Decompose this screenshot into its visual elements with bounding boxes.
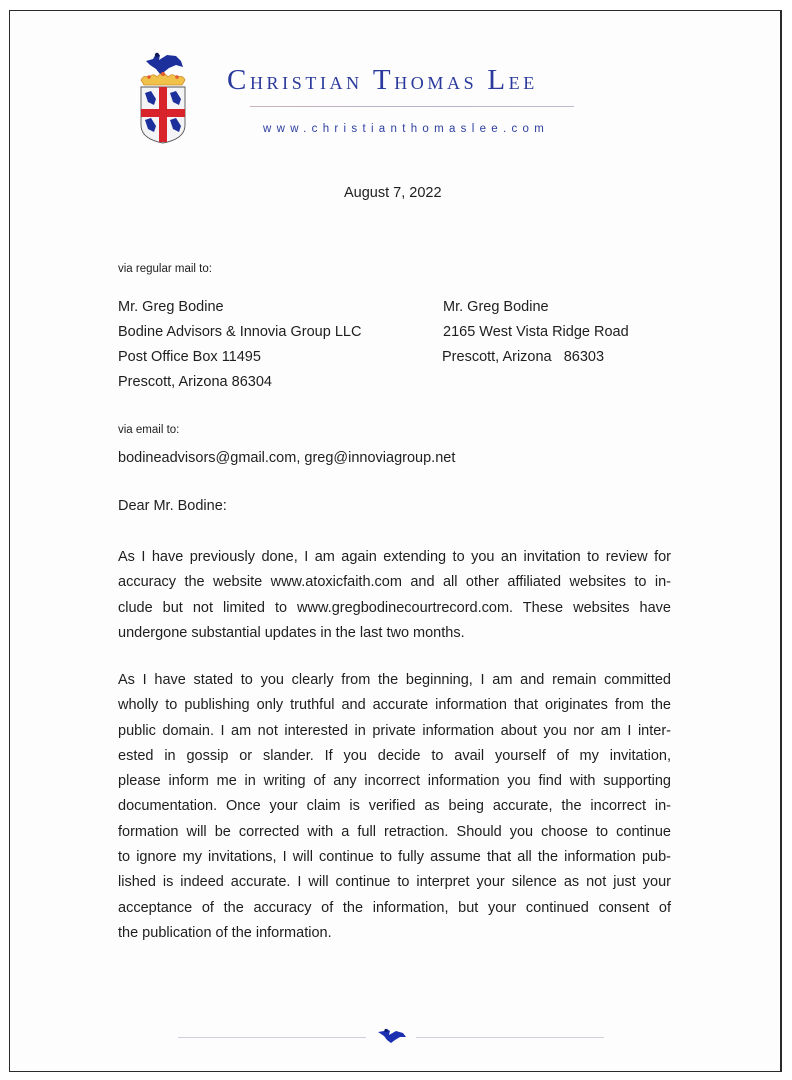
paragraph-line: As I have stated to you clearly from the beginning, I am and remain committed [118,672,671,688]
paragraph-line: formation will be corrected with a full retraction. Should you choose to continue [118,823,671,840]
address-line: Bodine Advisors & Innovia Group LLC [118,324,362,340]
email-label: via email to: [118,424,180,436]
salutation: Dear Mr. Bodine: [118,498,227,514]
address-line: 2165 West Vista Ridge Road [443,324,629,340]
paragraph-line: lished is indeed accurate. I will continue to interpret your silence as not just your [118,874,671,891]
eagle-icon [376,1027,408,1047]
paragraph-line: to ignore my invitations, I will continue to fully assume that all the information pub- [118,849,671,866]
footer-rule-right [416,1037,604,1038]
body-paragraph-1 [118,545,671,646]
paragraph-line: please inform me in writing of any incorrect information you find with supporting [118,773,671,790]
address-line: Mr. Greg Bodine [118,299,224,315]
paragraph-line: acceptance of the accuracy of the information, but your continued consent of [118,899,671,916]
address-line: Post Office Box 11495 [118,349,261,365]
paragraph-line: wholly to publishing only truthful and accurate information that originates from the [118,697,671,714]
letter-date: August 7, 2022 [344,185,442,201]
letterhead-name: Christian Thomas Lee [227,64,538,96]
paragraph-line: documentation. Once your claim is verified as being accurate, the incorrect in- [118,798,671,815]
paragraph-line: As I have previously done, I am again extending to you an invitation to review for [118,549,671,565]
footer-rule-left [178,1037,366,1038]
letterhead-website: www.christianthomaslee.com [263,123,550,135]
address-line: Prescott, Arizona 86304 [118,374,272,390]
address-line: Mr. Greg Bodine [443,299,549,315]
paragraph-line: public domain. I am not interested in private information about you nor am I inter- [118,722,671,739]
paragraph-line: ested in gossip or slander. If you decide to avail yourself of my invitation, [118,747,671,764]
mail-label: via regular mail to: [118,263,212,275]
email-addresses[interactable]: bodineadvisors@gmail.com, greg@innoviagroup.net [118,450,456,466]
body-paragraph-2 [118,668,671,946]
address-line: Prescott, Arizona 86303 [442,349,605,365]
paragraph-line: accuracy the website www.atoxicfaith.com and all other affiliated websites to in- [118,574,671,591]
paragraph-line: the publication of the information. [118,924,332,941]
coat-of-arms-icon [136,47,190,145]
letterhead-divider [250,106,574,107]
paragraph-line: clude but not limited to www.gregbodinecourtrecord.com. These websites have [118,599,671,616]
paragraph-line: undergone substantial updates in the last two months. [118,624,465,641]
